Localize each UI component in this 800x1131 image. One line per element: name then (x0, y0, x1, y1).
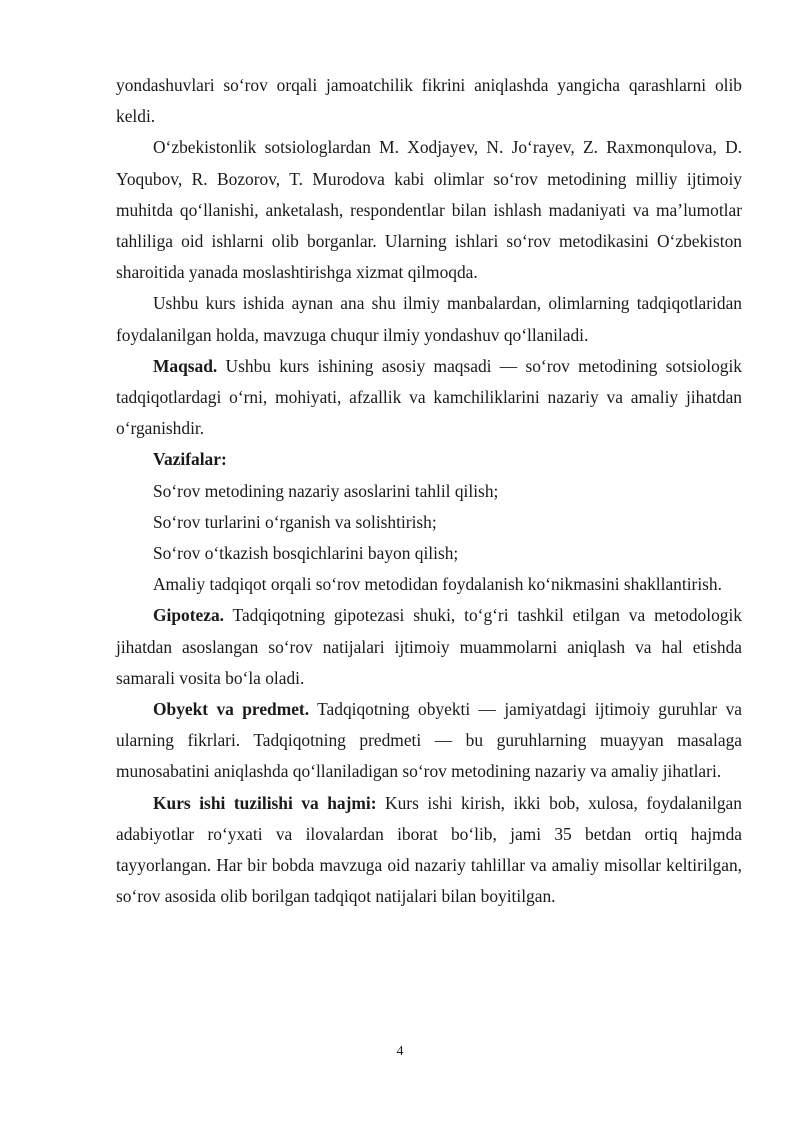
paragraph-sources: Ushbu kurs ishida aynan ana shu ilmiy manbalardan, olimlarning tadqiqotlaridan foydalanilgan holda, mavzuga chuqur ilmiy yondashuv qo‘llaniladi. (116, 293, 742, 345)
goal-text: Ushbu kurs ishining asosiy maqsadi — so‘rov metodining sotsiologik tadqiqotlardagi o‘rni, mohiyati, afzallik va kamchiliklarini nazariy va amaliy jihatdan o‘rganishdir. (116, 355, 742, 439)
page-number: 4 (396, 1044, 404, 1059)
paragraph-object-subject (116, 694, 742, 788)
paragraph-structure (116, 788, 742, 913)
paragraph-intro-continuation: yondashuvlari so‘rov orqali jamoatchilik fikrini aniqlashda yangicha qarashlarni olib keldi. (116, 75, 742, 127)
paragraph-goal (116, 351, 742, 445)
tasks-heading (116, 444, 742, 475)
document-body (116, 70, 742, 912)
paragraph-hypothesis (116, 600, 742, 694)
task-item: So‘rov turlarini o‘rganish va solishtirish; (153, 511, 437, 532)
goal-label: Maqsad. (153, 355, 218, 376)
object-subject-label: Obyekt va predmet. (153, 699, 310, 720)
object-subject-text: Tadqiqotning obyekti — jamiyatdagi ijtimoiy guruhlar va ularning fikrlari. Tadqiqotning predmeti — bu guruhlarning muayyan masalaga munosabatini aniqlashda qo‘llaniladigan so‘rov metodining nazariy va amaliy jihatlari. (116, 699, 742, 782)
task-item: Amaliy tadqiqot orqali so‘rov metodidan foydalanish ko‘nikmasini shakllantirish. (153, 574, 722, 595)
structure-text: Kurs ishi kirish, ikki bob, xulosa, foydalanilgan adabiyotlar ro‘yxati va ilovalardan iborat bo‘lib, jami 35 betdan ortiq hajmda tayyorlangan. Har bir bobda mavzuga oid nazariy tahlillar va amaliy misollar keltirilgan, so‘rov asosida olib borilgan tadqiqot natijalari bilan boyitilgan. (116, 792, 742, 907)
paragraph-uzbek-sociologists: O‘zbekistonlik sotsiologlardan M. Xodjayev, N. Jo‘rayev, Z. Raxmonqulova, D. Yoqubov, R. Bozorov, T. Murodova kabi olimlar so‘rov metodining milliy ijtimoiy muhitda qo‘llanishi, anketalash, respondentlar bilan ishlash madaniyati va ma’lumotlar tahliliga oid ishlarni olib borganlar. Ularning ishlari so‘rov metodikasini O‘zbekiston sharoitida yanada moslashtirishga xizmat qilmoqda. (116, 137, 742, 283)
task-item: So‘rov metodining nazariy asoslarini tahlil qilish; (153, 480, 499, 501)
hypothesis-label: Gipoteza. (153, 605, 224, 626)
task-item: So‘rov o‘tkazish bosqichlarini bayon qilish; (153, 543, 459, 564)
tasks-label: Vazifalar: (153, 449, 227, 470)
structure-label: Kurs ishi tuzilishi va hajmi: (153, 792, 377, 813)
hypothesis-text: Tadqiqotning gipotezasi shuki, to‘g‘ri tashkil etilgan va metodologik jihatdan asoslangan so‘rov natijalari ijtimoiy muammolarni aniqlash va hal etishda samarali vosita bo‘la oladi. (116, 605, 742, 688)
